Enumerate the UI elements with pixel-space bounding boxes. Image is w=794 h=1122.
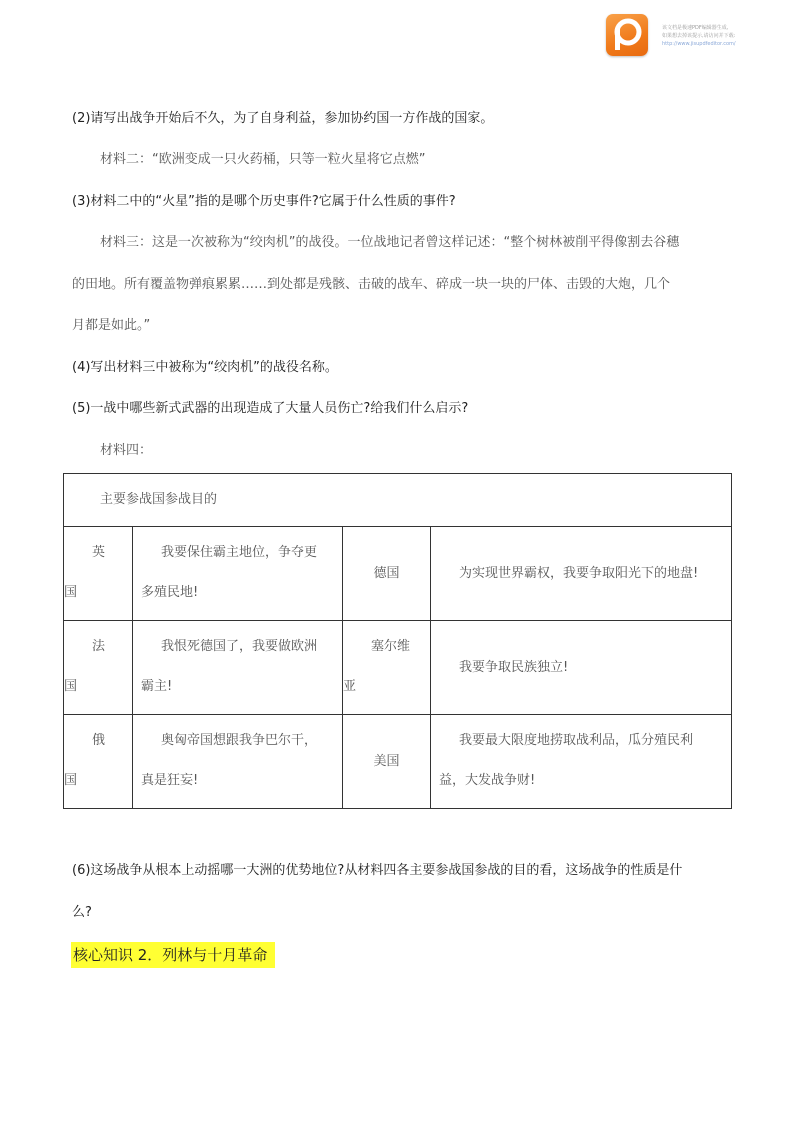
table-row [64,715,732,809]
aim-cell [431,527,732,621]
material-4-label: 材料四： [100,443,153,458]
table-row [64,527,732,621]
question-3: (3)材料二中的“火星”指的是哪个历史事件?它属于什么性质的事件? [72,194,456,209]
question-5: (5)一战中哪些新式武器的出现造成了大量人员伤亡?给我们什么启示? [72,401,469,416]
country-name-part: 国 [64,773,78,788]
country-cell [343,527,431,621]
section-heading: 核心知识 2．列林与十月革命 [71,942,275,968]
aim-cell [431,715,732,809]
country-name-part: 塞尔维 [371,639,411,654]
notice-line-1: 该文档是极速PDF编辑器生成, [662,25,729,31]
country-cell [64,621,133,715]
material-3-line-2: 的田地。所有覆盖物弹痕累累……到处都是残骸、击破的战车、碎成一块一块的尸体、击毁的大炮，几个 [72,277,671,292]
aim-cell [133,715,343,809]
country-name-part: 法 [92,639,106,654]
table-row [64,621,732,715]
material-3-line-1: 材料三：这是一次被称为“绞肉机”的战役。一位战地记者曾这样记述：“整个树林被削平得像割去谷穗 [100,235,680,250]
country-name-part: 亚 [343,679,357,694]
country-name-part: 国 [64,585,78,600]
country-name: 德国 [373,566,400,581]
pdf-logo-icon [606,14,648,56]
question-6-line-1: (6)这场战争从根本上动摇哪一大洲的优势地位?从材料四各主要参战国参战的目的看，这场战争的性质是什 [72,863,683,878]
country-cell [64,527,133,621]
aim-text: 我要争取民族独立! [459,660,569,675]
aim-cell [431,621,732,715]
aim-text: 为实现世界霸权，我要争取阳光下的地盘! [459,566,699,581]
country-name-part: 俄 [92,733,106,748]
aim-text: 多殖民地! [141,585,199,600]
aim-text: 我要保住霸主地位，争夺更 [161,545,318,560]
question-2: (2)请写出战争开始后不久，为了自身利益，参加协约国一方作战的国家。 [72,111,494,126]
country-cell [64,715,133,809]
aim-text: 我要最大限度地捞取战利品，瓜分殖民利 [459,733,694,748]
country-name-part: 国 [64,679,78,694]
question-6-line-2: 么? [72,905,92,920]
aim-text: 奥匈帝国想跟我争巴尔干， [161,733,318,748]
watermark-notice [662,24,792,48]
country-cell [343,715,431,809]
aim-text: 益，大发战争财! [439,773,536,788]
aim-text: 真是狂妄! [141,773,199,788]
table-title: 主要参战国参战目的 [100,492,218,507]
question-4: (4)写出材料三中被称为“绞肉机”的战役名称。 [72,360,338,375]
aim-cell [133,527,343,621]
war-aims-table [63,473,732,809]
material-2: 材料二：“欧洲变成一只火药桶，只等一粒火星将它点燃” [100,152,426,167]
country-name-part: 英 [92,545,106,560]
aim-cell [133,621,343,715]
country-cell [343,621,431,715]
material-3-line-3: 月都是如此。” [72,318,151,333]
notice-line-2: 如果想去掉该提示,请访问并下载: [662,33,736,39]
country-name: 美国 [373,754,400,769]
aim-text: 霸主! [141,679,173,694]
pdf-editor-banner [606,14,792,56]
aim-text: 我恨死德国了，我要做欧洲 [161,639,318,654]
notice-url[interactable]: http://www.jisupdfeditor.com/ [662,41,736,47]
table-title-cell [64,474,732,527]
